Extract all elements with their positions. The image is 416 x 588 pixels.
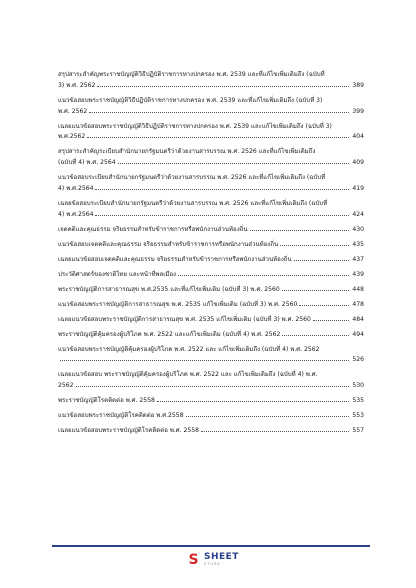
toc-entry-title: เฉลยแนวข้อสอบพระราชบัญญัติโรคติดต่อ พ.ศ. 2558 [58, 427, 200, 435]
toc-entry-title: พ.ศ.2562 [58, 133, 86, 141]
toc-page-number: 530 [352, 382, 364, 390]
toc-entry-title: แนวข้อสอบระเบียบสำนักนายกรัฐมนตรีว่าด้วยงานสารบรรณ พ.ศ. 2526 และที่แก้ไขเพิ่มเติมถึง (ฉบับที่ [58, 174, 326, 182]
toc-entry[interactable] [58, 122, 364, 144]
toc-entry-title: ประวัติศาสตร์ของชาติไทย และหน้าที่พลเมือง [58, 270, 176, 278]
dot-leader [280, 245, 349, 246]
toc-entry-title: พระราชบัญญัติคุ้มครองผู้บริโภค พ.ศ. 2522 และแก้ไขเพิ่มเติม (ฉบับที่ 4) พ.ศ. 2562 [58, 330, 281, 338]
toc-entry[interactable] [58, 370, 364, 392]
toc-page-number: 439 [352, 270, 364, 278]
toc-entry[interactable] [58, 396, 364, 407]
toc-page-number: 526 [352, 356, 364, 364]
toc-entry-title: เฉลยแนวข้อสอบพระราชบัญญัติการสาธารณสุข พ.ศ. 2535 แก้ไขเพิ่มเติม (ฉบับที่ 3) พ.ศ. 2560 [58, 315, 311, 323]
toc-entry[interactable] [58, 426, 364, 437]
dot-leader [313, 320, 349, 321]
dot-leader [201, 431, 349, 432]
toc-entry-title: พระราชบัญญัติโรคติดต่อ พ.ศ. 2558 [58, 397, 155, 405]
toc-entry-title: เฉลยแนวข้อสอบพระราชบัญญัติวิธีปฏิบัติราชการทางปกครอง พ.ศ. 2539 และแก้ไขเพิ่มเติมถึง (ฉบับที่ 3) [58, 122, 332, 130]
toc-page-number: 535 [352, 397, 364, 405]
toc-page-number: 437 [352, 255, 364, 263]
table-of-contents [58, 70, 364, 437]
toc-page-number: 557 [352, 427, 364, 435]
toc-entry-title: 3) พ.ศ. 2562 [58, 81, 96, 89]
dot-leader [178, 275, 349, 276]
toc-entry[interactable] [58, 345, 364, 367]
toc-entry[interactable] [58, 147, 364, 169]
footer-rule [52, 545, 370, 547]
toc-page-number: 553 [352, 412, 364, 420]
dot-leader [87, 137, 349, 138]
toc-entry-title: แนวข้อสอบพระราชบัญญัติการสาธารณสุข พ.ศ. 2535 แก้ไขเพิ่มเติม (ฉบับที่ 3) พ.ศ. 2560 [58, 300, 298, 308]
toc-entry-title: แนวข้อสอบพระราชบัญญัติคุ้มครองผู้บริโภค พ.ศ. 2522 และ แก้ไขเพิ่มเติมถึง (ฉบับที่ 4) พ.ศ. 2562 [58, 345, 320, 353]
dot-leader [282, 290, 349, 291]
toc-entry[interactable] [58, 285, 364, 296]
toc-page-number: 409 [352, 159, 364, 167]
toc-entry[interactable] [58, 315, 364, 326]
dot-leader [97, 86, 349, 87]
toc-entry-title: (ฉบับที่ 4) พ.ศ. 2564 [58, 159, 116, 167]
dot-leader [250, 230, 349, 231]
toc-entry-title: พระราชบัญญัติการสาธารณสุข พ.ศ.2535 และที่แก้ไขเพิ่มเติม (ฉบับที่ 3) พ.ศ. 2560 [58, 285, 280, 293]
toc-entry-title: แนวข้อสอบเจตคติและคุณธรรม จริยธรรมสำหรับข้าราชการหรือพนักงานส่วนท้องถิ่น [58, 240, 279, 248]
toc-entry-title: พ.ศ. 2562 [58, 107, 88, 115]
dot-leader [294, 260, 349, 261]
dot-leader [118, 163, 349, 164]
logo-subtext: STORE [204, 561, 221, 566]
footer-logo [186, 552, 239, 567]
toc-page-number: 478 [352, 300, 364, 308]
toc-entry-title: เฉลยแนวข้อสอบ พระราชบัญญัติคุ้มครองผู้บริโภค พ.ศ. 2522 และ แก้ไขเพิ่มเติมถึง (ฉบับที่ 4) พ.ศ. [58, 371, 318, 379]
toc-entry-title: สรุปสาระสำคัญพระราชบัญญัติวิธีปฏิบัติราชการทางปกครอง พ.ศ. 2539 และที่แก้ไขเพิ่มเติมถึง (ฉบับที่ [58, 71, 325, 78]
toc-entry-title: เฉลยข้อสอบระเบียบสำนักนายกรัฐมนตรีว่าด้วยงานสารบรรณ พ.ศ. 2526 และที่แก้ไขเพิ่มเติมถึง (ฉบับที่ [58, 199, 328, 207]
toc-entry-title: 4) พ.ศ.2564 [58, 210, 94, 218]
logo-text: SHEET [204, 551, 239, 562]
dot-leader [95, 189, 349, 190]
dot-leader [157, 401, 349, 402]
toc-entry-title: สรุปสาระสำคัญระเบียบสำนักนายกรัฐมนตรีว่าด้วยงานสารบรรณ พ.ศ. 2526 และที่แก้ไขเพิ่มเติมถึง [58, 148, 316, 156]
toc-entry[interactable] [58, 270, 364, 281]
dot-leader [299, 305, 349, 306]
toc-entry-title: แนวข้อสอบพระราชบัญญัติโรคติดต่อ พ.ศ.2558 [58, 412, 184, 420]
dot-leader [60, 360, 349, 361]
toc-entry-title: เฉลยแนวข้อสอบเจตคติและคุณธรรม จริยธรรมสำหรับข้าราชการหรือพนักงานส่วนท้องถิ่น [58, 255, 292, 263]
toc-page-number: 399 [352, 107, 364, 115]
toc-entry-title: เจตคติและคุณธรรม จริยธรรมสำหรับข้าราชการหรือพนักงานส่วนท้องถิ่น [58, 225, 248, 233]
toc-entry[interactable] [58, 330, 364, 341]
toc-page-number: 389 [352, 81, 364, 89]
toc-entry[interactable] [58, 173, 364, 195]
sheet-store-logo-icon: S [186, 552, 201, 567]
dot-leader [89, 112, 349, 113]
toc-entry[interactable] [58, 300, 364, 311]
toc-entry-title: แนวข้อสอบพระราชบัญญัติวิธีปฏิบัติราชการทางปกครอง พ.ศ. 2539 และที่แก้ไขเพิ่มเติมถึง (ฉบับที่ 3) [58, 96, 323, 104]
toc-entry-title: 4) พ.ศ.2564 [58, 184, 94, 192]
toc-entry[interactable] [58, 411, 364, 422]
toc-entry[interactable] [58, 199, 364, 221]
dot-leader [95, 215, 349, 216]
toc-entry[interactable] [58, 70, 364, 92]
toc-page-number: 430 [352, 225, 364, 233]
toc-page-number: 424 [352, 210, 364, 218]
dot-leader [282, 335, 349, 336]
toc-page-number: 404 [352, 133, 364, 141]
toc-entry[interactable] [58, 96, 364, 118]
toc-entry[interactable] [58, 255, 364, 266]
dot-leader [76, 386, 349, 387]
toc-page-number: 494 [352, 330, 364, 338]
toc-page-number: 435 [352, 240, 364, 248]
toc-entry[interactable] [58, 225, 364, 236]
toc-page-number: 448 [352, 285, 364, 293]
toc-page-number: 419 [352, 184, 364, 192]
toc-entry[interactable] [58, 240, 364, 251]
toc-entry-title: 2562 [58, 382, 74, 390]
toc-page-number: 484 [352, 315, 364, 323]
logo-wordmark [204, 553, 239, 567]
dot-leader [186, 416, 349, 417]
